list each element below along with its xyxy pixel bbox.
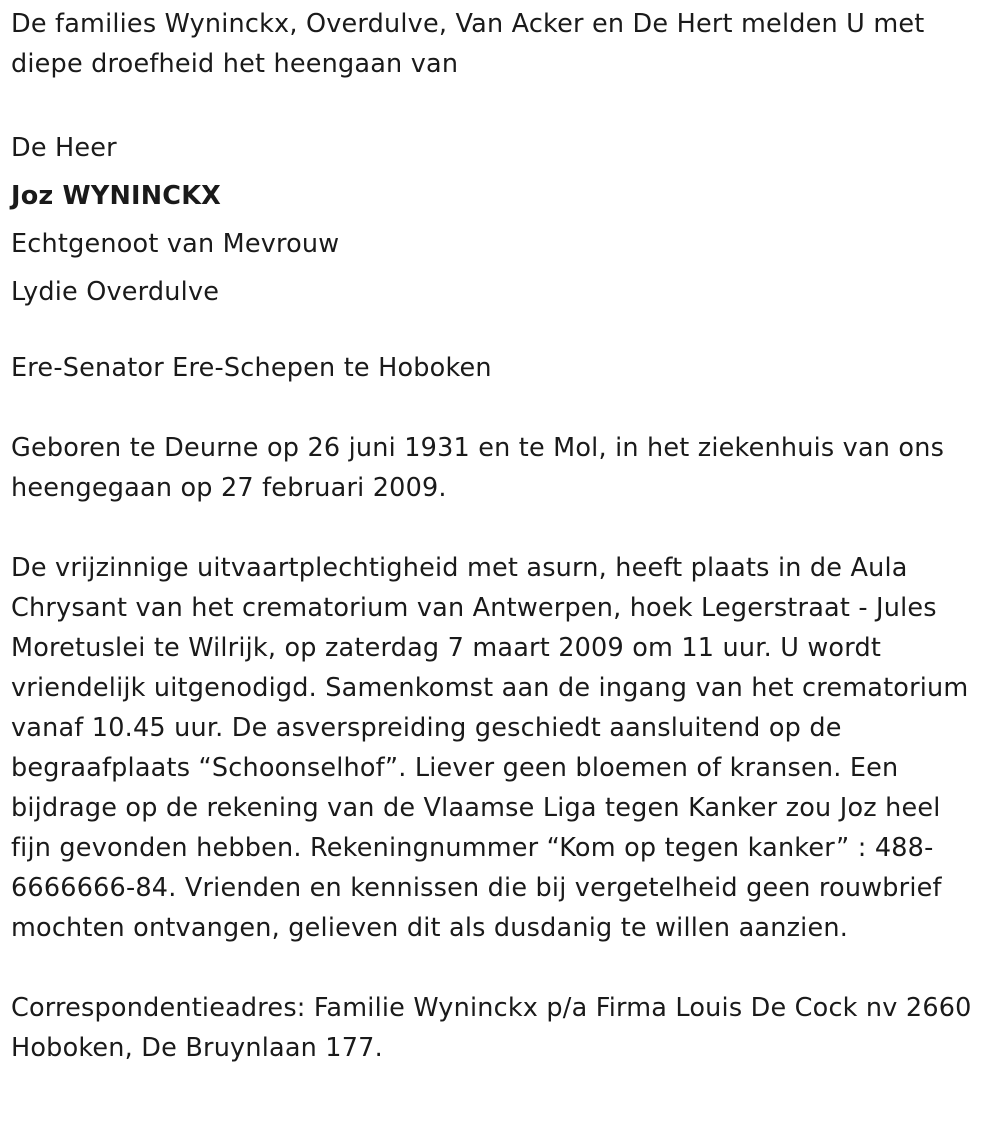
deceased-block	[11, 124, 986, 316]
spouse-line-1: Echtgenoot van Mevrouw	[11, 229, 340, 259]
obituary-document	[11, 4, 986, 1068]
spouse-name: Lydie Overdulve	[11, 277, 220, 307]
honorific-title: De Heer	[11, 133, 117, 163]
ceremony-paragraph: De vrijzinnige uitvaartplechtigheid met asurn, heeft plaats in de Aula Chrysant van het crematorium van Antwerpen, hoek Legerstraat - Jules Moretuslei te Wilrijk, op zaterdag 7 maart 2009 om 11 uur. U wordt vriendelijk uitgenodigd. Samenkomst aan de ingang van het crematorium vanaf 10.45 uur. De asverspreiding geschiedt aansluitend op de begraafplaats “Schoonselhof”. Liever geen bloemen of kransen. Een bijdrage op de rekening van de Vlaamse Liga tegen Kanker zou Joz heel fijn gevonden hebben. Rekeningnummer “Kom op tegen kanker” : 488-6666666-84. Vrienden en kennissen die bij vergetelheid geen rouwbrief mochten ontvangen, gelieven dit als dusdanig te willen aanzien.	[11, 553, 969, 943]
deceased-name: Joz WYNINCKX	[11, 181, 222, 211]
correspondence-paragraph: Correspondentieadres: Familie Wyninckx p/a Firma Louis De Cock nv 2660 Hoboken, De Bruynlaan 177.	[11, 993, 972, 1063]
spacer	[11, 316, 986, 348]
function-paragraph: Ere-Senator Ere-Schepen te Hoboken	[11, 353, 492, 383]
birth-death-paragraph: Geboren te Deurne op 26 juni 1931 en te Mol, in het ziekenhuis van ons heengegaan op 27 februari 2009.	[11, 433, 945, 503]
intro-paragraph: De families Wyninckx, Overdulve, Van Acker en De Hert melden U met diepe droefheid het heengaan van	[11, 9, 925, 79]
